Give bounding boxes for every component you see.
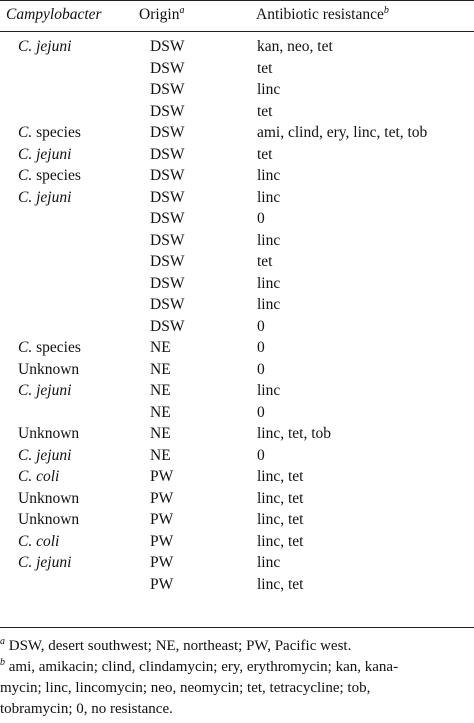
table-row (0, 423, 474, 445)
cell-origin: NE (150, 382, 171, 399)
table-row (0, 445, 474, 467)
cell-origin: DSW (150, 274, 185, 292)
table-row (0, 101, 474, 123)
cell-origin: DSW (150, 210, 185, 227)
cell-species: jejuni (32, 446, 72, 464)
cell-resistance: linc, tet (257, 532, 304, 550)
cell-resistance: 0 (257, 339, 265, 356)
cell-organism (18, 466, 59, 488)
cell-resistance: linc, tet (257, 468, 304, 485)
table-row (0, 402, 474, 424)
table-row (0, 552, 474, 574)
cell-species: coli (32, 468, 60, 485)
cell-genus: C. (18, 339, 33, 356)
cell-resistance: 0 (257, 360, 265, 378)
cell-genus: C. (18, 38, 33, 55)
cell-genus: C. (18, 167, 33, 184)
cell-origin: DSW (150, 145, 185, 163)
cell-origin: DSW (150, 296, 185, 313)
cell-origin: DSW (150, 59, 185, 77)
table-row (0, 273, 474, 295)
table-row (0, 294, 474, 316)
table-row (0, 208, 474, 230)
table-row (0, 79, 474, 101)
cell-organism (18, 122, 81, 144)
top-rule (0, 0, 474, 1)
cell-resistance: linc, tet (257, 511, 304, 528)
cell-species: coli (32, 532, 60, 550)
cell-resistance: tet (257, 59, 273, 77)
table-row (0, 144, 474, 166)
cell-species: species (32, 124, 81, 141)
footnote-b-end (0, 699, 474, 720)
cell-species: jejuni (32, 554, 72, 571)
footnote-b-line1: ami, amikacin; clind, clindamycin; ery, erythromycin; kan, kana- (5, 659, 399, 675)
cell-genus: C. (18, 124, 33, 141)
header-organism: Campylobacter (6, 6, 102, 23)
cell-resistance: tet (257, 253, 273, 270)
table-row (0, 509, 474, 531)
cell-resistance: linc (257, 554, 281, 571)
header-origin-label: Origin (139, 6, 180, 23)
footnote-a (0, 636, 474, 657)
cell-origin: PW (150, 511, 174, 528)
cell-origin: DSW (150, 124, 185, 141)
cell-species: jejuni (32, 145, 72, 163)
table-row (0, 531, 474, 553)
cell-organism (18, 36, 71, 58)
footnote-mark-b: b (383, 4, 389, 16)
footnote-a-text: DSW, desert southwest; NE, northeast; PW, Pacific west. (5, 638, 352, 654)
cell-species: Unknown (18, 511, 80, 528)
cell-genus: C. (18, 188, 33, 206)
cell-resistance: linc (257, 167, 281, 184)
table-row (0, 122, 474, 144)
table-row (0, 337, 474, 359)
table-row (0, 165, 474, 187)
cell-resistance: 0 (257, 210, 265, 227)
cell-genus: C. (18, 145, 33, 163)
cell-origin: DSW (150, 231, 185, 249)
cell-resistance: linc (257, 188, 281, 206)
cell-organism (18, 337, 81, 359)
header-rule (0, 31, 474, 32)
table-row (0, 187, 474, 209)
cell-species: jejuni (32, 38, 72, 55)
cell-organism (18, 144, 71, 166)
cell-species: species (32, 339, 81, 356)
bottom-rule (0, 627, 474, 628)
cell-origin: DSW (150, 188, 185, 206)
cell-organism (18, 187, 71, 209)
cell-origin: PW (150, 575, 174, 593)
table-row (0, 230, 474, 252)
cell-genus: C. (18, 446, 33, 464)
table-row (0, 488, 474, 510)
footnote-b-cont (0, 678, 474, 699)
cell-organism (18, 423, 79, 445)
header-resistance-label: Antibiotic resistance (256, 6, 384, 23)
cell-resistance: 0 (257, 317, 265, 335)
cell-resistance: linc (257, 231, 281, 249)
cell-origin: DSW (150, 81, 185, 98)
cell-genus: C. (18, 554, 33, 571)
cell-resistance: linc, tet (257, 575, 304, 593)
cell-origin: PW (150, 532, 174, 550)
cell-origin: DSW (150, 38, 185, 55)
cell-origin: NE (150, 360, 171, 378)
header-resistance (256, 4, 389, 26)
cell-origin: NE (150, 403, 171, 421)
cell-origin: DSW (150, 167, 185, 184)
cell-origin: DSW (150, 102, 185, 120)
cell-origin: NE (150, 339, 171, 356)
footnote-a-mark: a (0, 636, 5, 647)
cell-species: species (32, 167, 81, 184)
cell-resistance: linc, tet, tob (257, 425, 332, 442)
cell-origin: DSW (150, 317, 185, 335)
cell-organism (18, 359, 79, 381)
table-row (0, 466, 474, 488)
table-body (0, 36, 474, 595)
cell-origin: NE (150, 425, 171, 442)
footnote-b (0, 657, 474, 678)
header-origin (139, 4, 184, 26)
table-row (0, 36, 474, 58)
cell-resistance: linc (257, 81, 281, 98)
cell-organism (18, 445, 71, 467)
cell-species: Unknown (18, 489, 80, 507)
table-row (0, 251, 474, 273)
cell-organism (18, 509, 79, 531)
cell-origin: PW (150, 468, 174, 485)
cell-resistance: 0 (257, 446, 265, 464)
cell-species: Unknown (18, 425, 80, 442)
cell-organism (18, 488, 79, 510)
cell-resistance: kan, neo, tet (257, 38, 333, 55)
cell-resistance: ami, clind, ery, linc, tet, tob (257, 124, 428, 141)
cell-genus: C. (18, 382, 33, 399)
cell-origin: DSW (150, 253, 185, 270)
cell-species: jejuni (32, 188, 72, 206)
table-header (0, 4, 474, 28)
cell-genus: C. (18, 532, 33, 550)
cell-resistance: tet (257, 145, 273, 163)
cell-resistance: linc (257, 382, 281, 399)
footnotes (0, 636, 474, 720)
footnote-mark-a: a (179, 4, 185, 16)
cell-species: jejuni (32, 382, 72, 399)
cell-resistance: tet (257, 102, 273, 120)
cell-resistance: 0 (257, 403, 265, 421)
table-row (0, 316, 474, 338)
table-row (0, 359, 474, 381)
cell-resistance: linc, tet (257, 489, 304, 507)
cell-resistance: linc (257, 296, 281, 313)
footnote-b-mark: b (0, 657, 5, 668)
cell-origin: NE (150, 446, 171, 464)
cell-organism (18, 165, 81, 187)
table-row (0, 58, 474, 80)
cell-organism (18, 380, 71, 402)
table-row (0, 380, 474, 402)
table-row (0, 574, 474, 596)
footnote-b-line3: tobramycin; 0, no resistance. (0, 701, 173, 717)
cell-resistance: linc (257, 274, 281, 292)
cell-genus: C. (18, 468, 33, 485)
cell-origin: PW (150, 554, 174, 571)
cell-species: Unknown (18, 360, 80, 378)
cell-origin: PW (150, 489, 174, 507)
cell-organism (18, 552, 71, 574)
footnote-b-line2: mycin; linc, lincomycin; neo, neomycin; tet, tetracycline; tob, (0, 680, 371, 696)
cell-organism (18, 531, 59, 553)
